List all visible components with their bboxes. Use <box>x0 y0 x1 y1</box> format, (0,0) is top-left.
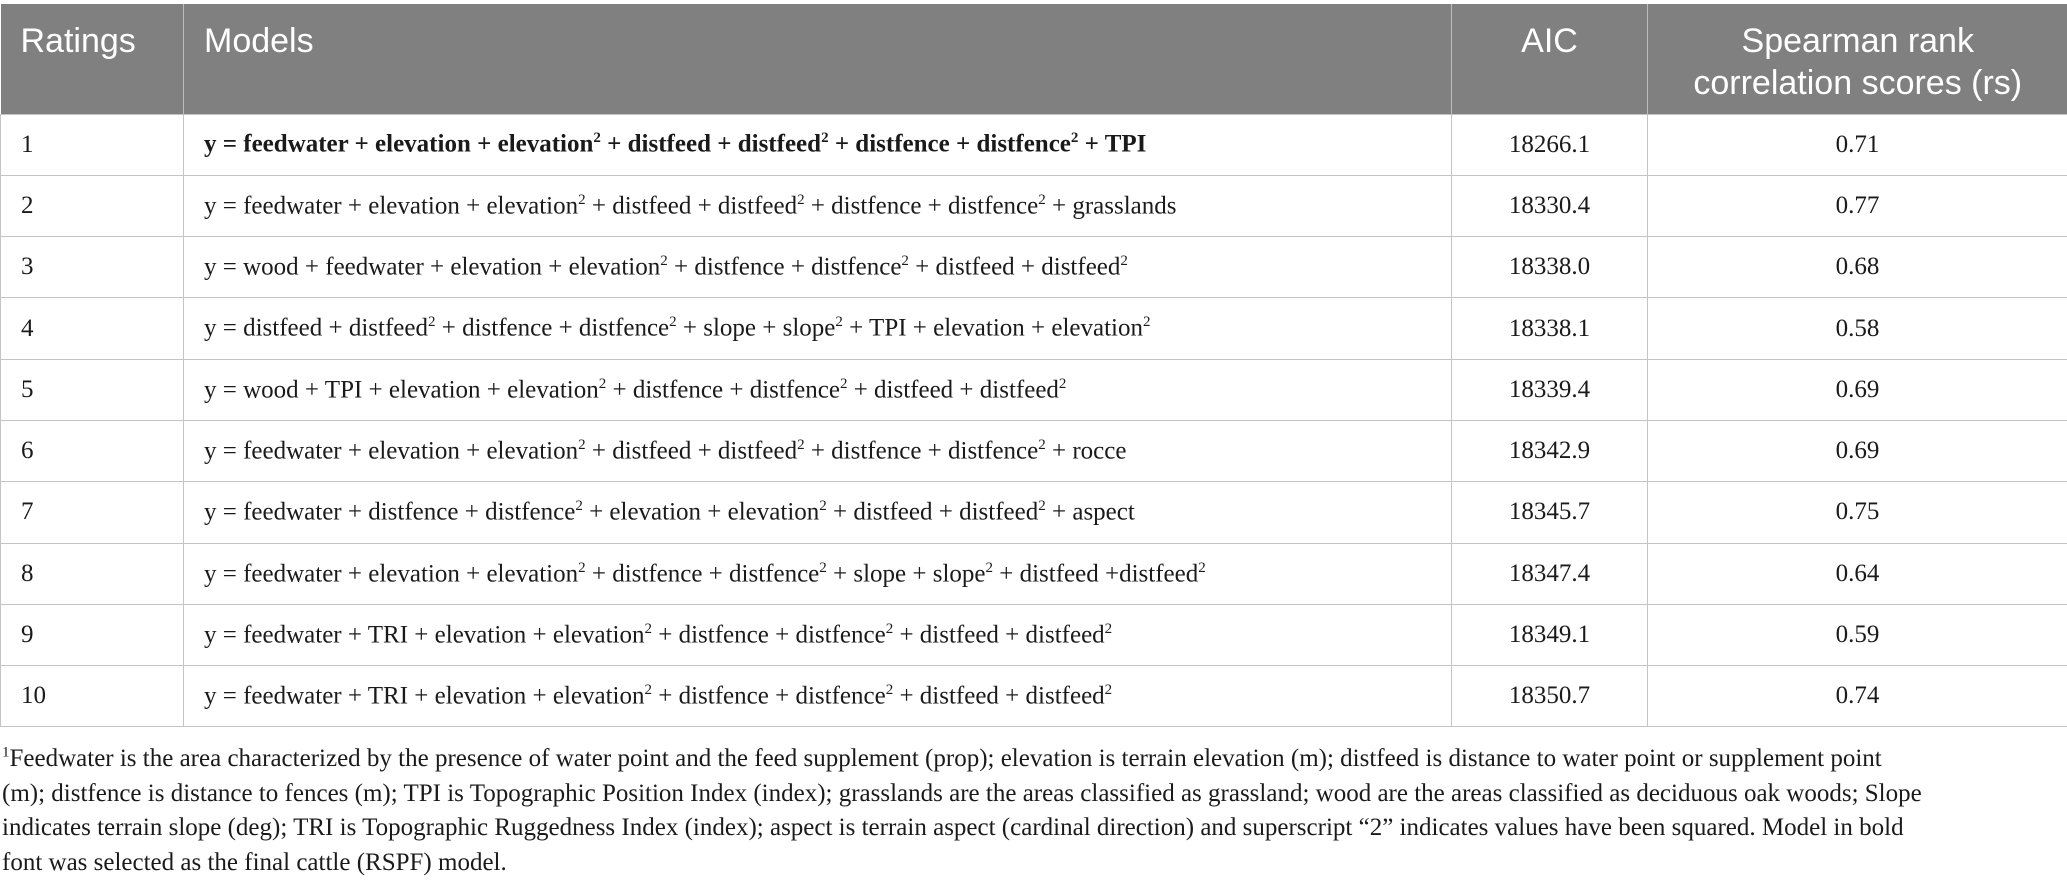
squared-superscript: 2 <box>1038 436 1046 453</box>
rating-cell: 8 <box>1 543 184 604</box>
table-row <box>1 543 2067 604</box>
footnote-line-2: (m); distfence is distance to fences (m); TPI is Topographic Position Index (index); grasslands are the areas classified as grassland; wood are the areas classified as deciduous oak woods; Slope <box>2 779 1922 807</box>
model-formula-cell: y = feedwater + elevation + elevation$^2$ + distfeed + distfeed$^2$ + distfence + distfence$^2$ + grasslands <box>184 175 1452 236</box>
model-formula-cell: y = feedwater + distfence + distfence$^2$ + elevation + elevation$^2$ + distfeed + distfeed$^2$ + aspect <box>184 482 1452 543</box>
squared-superscript: 2 <box>901 253 909 270</box>
squared-superscript: 2 <box>1120 253 1128 270</box>
rating-cell: 3 <box>1 237 184 298</box>
squared-superscript: 2 <box>1104 620 1113 637</box>
squared-superscript: 2 <box>1058 375 1067 392</box>
table-body <box>1 114 2067 727</box>
rating-cell: 7 <box>1 482 184 543</box>
model-formula-cell: y = feedwater + TRI + elevation + elevation$^2$ + distfence + distfence$^2$ + distfeed + distfeed$^2$ <box>184 666 1452 727</box>
rating-cell: 10 <box>1 666 184 727</box>
squared-superscript: 2 <box>1104 682 1113 699</box>
rating-cell: 1 <box>1 114 184 175</box>
model-table-container <box>0 4 2067 727</box>
squared-superscript: 2 <box>821 130 829 147</box>
squared-superscript: 2 <box>644 620 653 637</box>
table-row <box>1 298 2067 359</box>
header-row <box>1 4 2067 114</box>
aic-cell: 18330.4 <box>1452 175 1648 236</box>
spearman-cell: 0.75 <box>1648 482 2067 543</box>
spearman-cell: 0.69 <box>1648 359 2067 420</box>
table-row <box>1 666 2067 727</box>
model-formula-cell: y = wood + TPI + elevation + elevation$^2$ + distfence + distfence$^2$ + distfeed + distfeed$^2$ <box>184 359 1452 420</box>
squared-superscript: 2 <box>1143 314 1151 331</box>
squared-superscript: 2 <box>578 436 586 453</box>
table-row <box>1 482 2067 543</box>
squared-superscript: 2 <box>669 314 677 331</box>
header-models: Models <box>184 4 1452 114</box>
rating-cell: 5 <box>1 359 184 420</box>
squared-superscript: 2 <box>1198 559 1206 576</box>
squared-superscript: 2 <box>797 191 805 208</box>
spearman-cell: 0.69 <box>1648 420 2067 481</box>
table-row <box>1 359 2067 420</box>
model-ranking-table <box>0 4 2067 727</box>
squared-superscript: 2 <box>660 253 668 270</box>
squared-superscript: 2 <box>985 559 994 576</box>
footnote-line-4: font was selected as the final cattle (RSPF) model. <box>2 848 507 876</box>
aic-cell: 18345.7 <box>1452 482 1648 543</box>
squared-superscript: 2 <box>797 436 805 453</box>
squared-superscript: 2 <box>598 375 607 392</box>
squared-superscript: 2 <box>1038 191 1046 208</box>
header-spearman-line1: Spearman rank <box>1741 22 1974 60</box>
model-formula-cell: y = feedwater + elevation + elevation$^2$ + distfence + distfence$^2$ + slope + slope$^2$ + distfeed +distfeed$^2$ <box>184 543 1452 604</box>
table-row <box>1 175 2067 236</box>
squared-superscript: 2 <box>575 498 583 515</box>
rating-cell: 4 <box>1 298 184 359</box>
table-row <box>1 237 2067 298</box>
table-row <box>1 604 2067 665</box>
model-formula-cell: y = wood + feedwater + elevation + elevation$^2$ + distfence + distfence$^2$ + distfeed + distfeed$^2$ <box>184 237 1452 298</box>
squared-superscript: 2 <box>644 682 653 699</box>
squared-superscript: 2 <box>578 191 586 208</box>
squared-superscript: 2 <box>819 498 827 515</box>
header-aic: AIC <box>1452 4 1648 114</box>
header-spearman <box>1648 4 2067 114</box>
rating-cell: 2 <box>1 175 184 236</box>
squared-superscript: 2 <box>885 682 894 699</box>
spearman-cell: 0.74 <box>1648 666 2067 727</box>
table-row <box>1 420 2067 481</box>
footnote-line-1: Feedwater is the area characterized by the presence of water point and the feed supplement (prop); elevation is terrain elevation (m); distfeed is distance to water point or supplement point <box>9 745 1882 772</box>
squared-superscript: 2 <box>427 314 436 331</box>
aic-cell: 18338.0 <box>1452 237 1648 298</box>
spearman-cell: 0.68 <box>1648 237 2067 298</box>
spearman-cell: 0.71 <box>1648 114 2067 175</box>
spearman-cell: 0.58 <box>1648 298 2067 359</box>
squared-superscript: 2 <box>839 375 848 392</box>
aic-cell: 18347.4 <box>1452 543 1648 604</box>
squared-superscript: 2 <box>819 559 827 576</box>
squared-superscript: 2 <box>835 314 843 331</box>
footnote-line-3: indicates terrain slope (deg); TRI is Topographic Ruggedness Index (index); aspect is terrain aspect (cardinal direction) and superscript “2” indicates values have been squared. Model in bold <box>2 814 1904 841</box>
model-formula-cell: y = distfeed + distfeed$^2$ + distfence + distfence$^2$ + slope + slope$^2$ + TPI + elevation + elevation$^2$ <box>184 298 1452 359</box>
squared-superscript: 2 <box>885 620 894 637</box>
model-formula-cell: y = feedwater + TRI + elevation + elevation$^2$ + distfence + distfence$^2$ + distfeed + distfeed$^2$ <box>184 604 1452 665</box>
aic-cell: 18266.1 <box>1452 114 1648 175</box>
header-spearman-line2: correlation scores (rs) <box>1693 64 2023 102</box>
header-ratings: Ratings <box>1 4 184 114</box>
aic-cell: 18339.4 <box>1452 359 1648 420</box>
table-header <box>1 4 2067 114</box>
aic-cell: 18338.1 <box>1452 298 1648 359</box>
squared-superscript: 2 <box>1070 130 1079 147</box>
rating-cell: 9 <box>1 604 184 665</box>
model-formula-cell: y = feedwater + elevation + elevation$^2$ + distfeed + distfeed$^2$ + distfence + distfence$^2$ + rocce <box>184 420 1452 481</box>
squared-superscript: 2 <box>593 130 601 147</box>
squared-superscript: 2 <box>578 559 586 576</box>
table-row <box>1 114 2067 175</box>
spearman-cell: 0.64 <box>1648 543 2067 604</box>
aic-cell: 18349.1 <box>1452 604 1648 665</box>
rating-cell: 6 <box>1 420 184 481</box>
squared-superscript: 2 <box>1038 498 1046 515</box>
spearman-cell: 0.59 <box>1648 604 2067 665</box>
footnote-marker: 1 <box>2 744 10 761</box>
table-footnote <box>2 742 2052 880</box>
aic-cell: 18342.9 <box>1452 420 1648 481</box>
spearman-cell: 0.77 <box>1648 175 2067 236</box>
model-formula-cell: y = feedwater + elevation + elevation$^2$ + distfeed + distfeed$^2$ + distfence + distfence$^2$ + TPI <box>184 114 1452 175</box>
aic-cell: 18350.7 <box>1452 666 1648 727</box>
